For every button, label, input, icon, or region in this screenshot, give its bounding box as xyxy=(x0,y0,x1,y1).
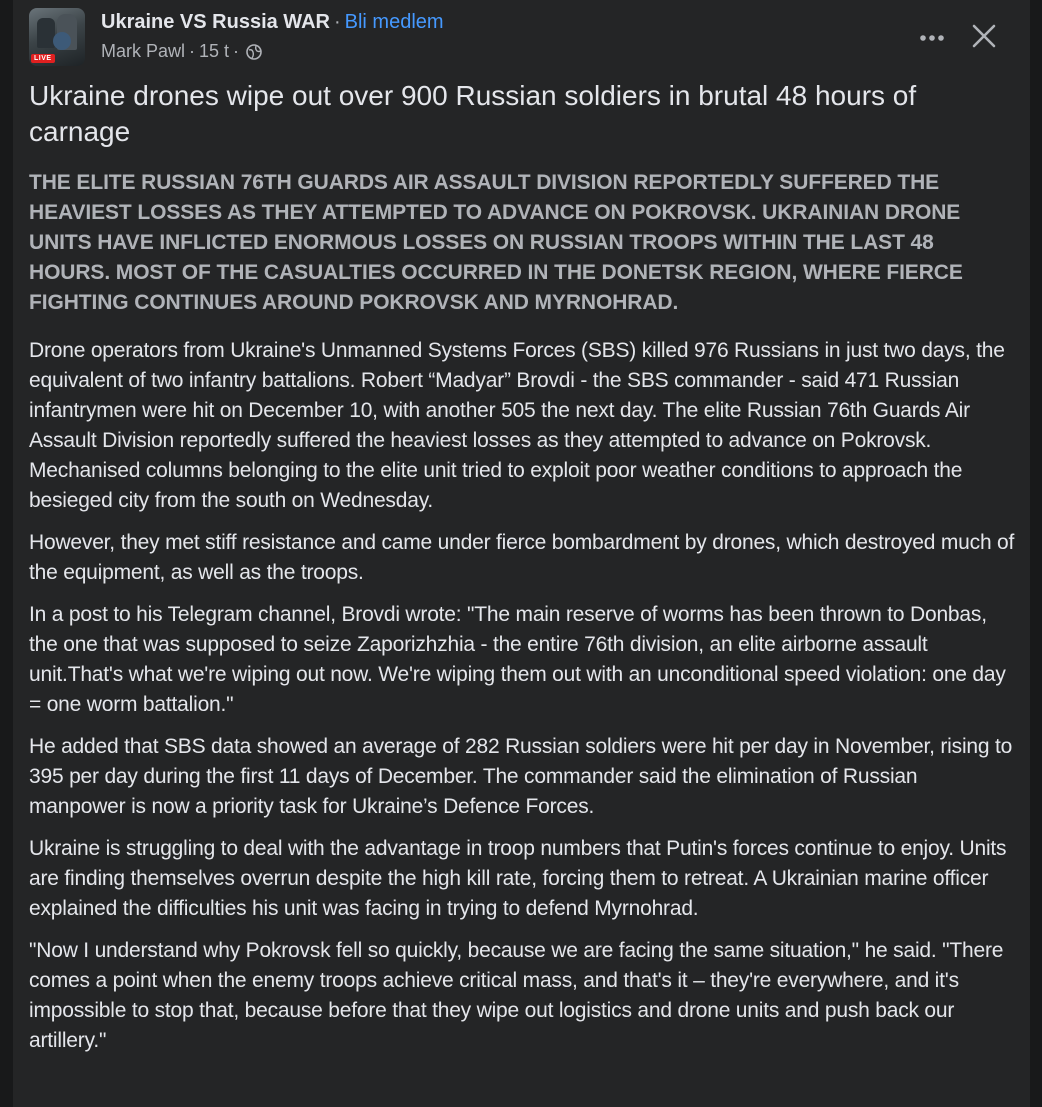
post-paragraph: "Now I understand why Pokrovsk fell so quickly, because we are facing the same situation," he said. "There comes a point when the enemy troops achieve critical mass, and that's it – they're everywhere, and it's impossible to stop that, because before that they wipe out logistics and drone units and push back our artillery." xyxy=(29,939,1004,1052)
post-paragraph: He added that SBS data showed an average of 282 Russian soldiers were hit per day in November, rising to 395 per day during the first 11 days of December. The commander said the elimination of Russian manpower is now a priority task for Ukraine’s Defence Forces. xyxy=(29,735,1013,818)
post-card xyxy=(13,0,1030,1107)
post-lead: THE ELITE RUSSIAN 76TH GUARDS AIR ASSAULT DIVISION REPORTEDLY SUFFERED THE HEAVIEST LOSSES AS THEY ATTEMPTED TO ADVANCE ON POKROVSK. UKRAINIAN DRONE UNITS HAVE INFLICTED ENORMOUS LOSSES ON RUSSIAN TROOPS WITHIN THE LAST 48 HOURS. MOST OF THE CASUALTIES OCCURRED IN THE DONETSK REGION, WHERE FIERCE FIGHTING CONTINUES AROUND POKROVSK AND MYRNOHRAD. xyxy=(29,171,963,314)
post-title: Ukraine drones wipe out over 900 Russian soldiers in brutal 48 hours of carnage xyxy=(29,80,917,147)
meta-separator: · xyxy=(189,41,196,61)
post-timestamp[interactable]: 15 t xyxy=(199,41,230,61)
close-button[interactable] xyxy=(964,18,1004,58)
author-name-link[interactable]: Mark Pawl xyxy=(101,41,186,61)
join-group-button[interactable]: Bli medlem xyxy=(344,11,444,33)
post-content xyxy=(29,78,1019,1068)
group-avatar[interactable] xyxy=(29,8,85,66)
more-options-button[interactable] xyxy=(914,20,950,56)
globe-icon xyxy=(246,44,262,60)
post-paragraph: Drone operators from Ukraine's Unmanned Systems Forces (SBS) killed 976 Russians in just two days, the equivalent of two infantry battalions. Robert “Madyar” Brovdi - the SBS commander - said 471 Russian infantrymen were hit on December 10, with another 505 the next day. The elite Russian 76th Guards Air Assault Division reportedly suffered the heaviest losses as they attempted to advance on Pokrovsk. Mechanised columns belonging to the elite unit tried to exploit poor weather conditions to approach the besieged city from the south on Wednesday. xyxy=(29,339,1005,512)
post-header xyxy=(29,8,1014,68)
post-paragraph: Ukraine is struggling to deal with the advantage in troop numbers that Putin's forces continue to enjoy. Units are finding themselves overrun despite the high kill rate, forcing them to retreat. A Ukrainian marine officer explained the difficulties his unit was facing in trying to defend Myrnohrad. xyxy=(29,837,1007,920)
post-meta xyxy=(101,41,262,62)
close-icon xyxy=(972,24,996,53)
group-line xyxy=(101,11,444,34)
live-badge: LIVE xyxy=(31,54,55,63)
meta-separator: · xyxy=(233,41,240,61)
separator-dot: · xyxy=(333,11,341,33)
group-name-link[interactable]: Ukraine VS Russia WAR xyxy=(101,11,330,33)
post-paragraph: However, they met stiff resistance and came under fierce bombardment by drones, which destroyed much of the equipment, as well as the troops. xyxy=(29,531,1015,584)
more-horizontal-icon xyxy=(919,29,945,47)
post-paragraph: In a post to his Telegram channel, Brovdi wrote: "The main reserve of worms has been thrown to Donbas, the one that was supposed to seize Zaporizhzhia - the entire 76th division, an elite airborne assault unit.That's what we're wiping out now. We're wiping them out with an unconditional speed violation: one day = one worm battalion." xyxy=(29,603,1006,716)
